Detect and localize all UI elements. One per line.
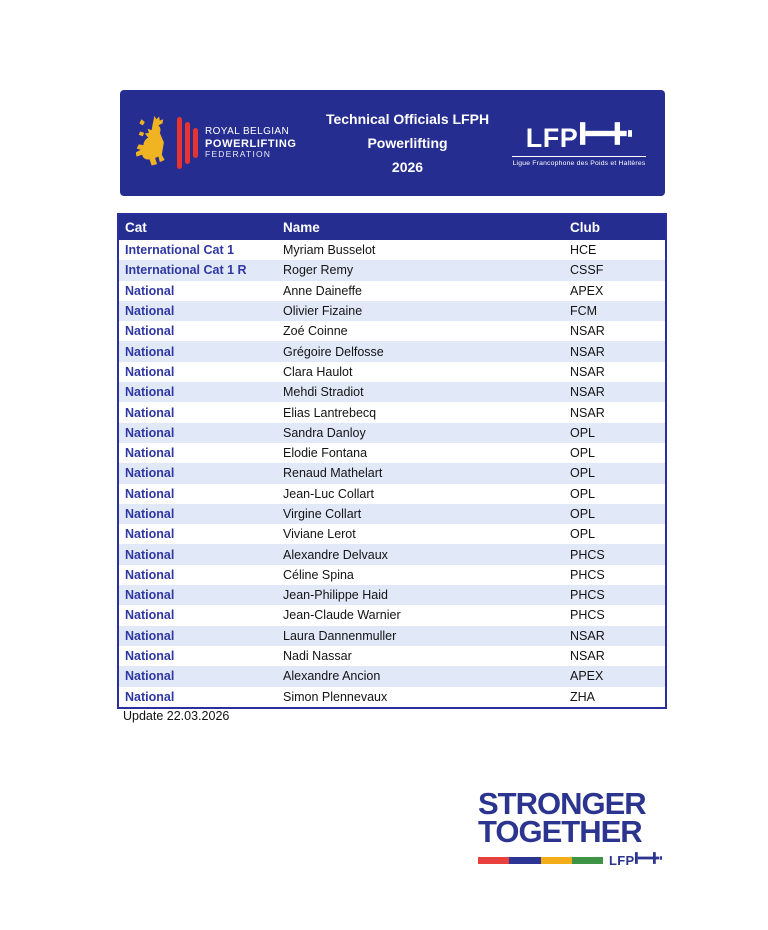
brand-bar-segment — [541, 857, 572, 864]
cell-club: PHCS — [570, 588, 605, 603]
lfph-small-mark — [609, 851, 662, 870]
cell-name: Elodie Fontana — [283, 446, 368, 461]
table-body — [119, 240, 665, 707]
column-header-club: Club — [570, 220, 600, 235]
cell-cat: National — [125, 628, 175, 643]
cell-club: CSSF — [570, 263, 604, 278]
table-row — [119, 443, 665, 463]
cell-name: Virgine Collart — [283, 507, 362, 521]
title-line2: Powerlifting — [367, 135, 448, 151]
cell-name: Elias Lantrebecq — [283, 405, 377, 420]
brand-bar-segment — [478, 857, 509, 864]
table-row — [119, 341, 665, 361]
cell-club: NSAR — [570, 364, 605, 379]
cell-name: Laura Dannenmuller — [283, 628, 397, 643]
cell-club: OPL — [570, 486, 596, 501]
cell-club: ZHA — [570, 689, 595, 704]
table-row — [119, 646, 665, 666]
cell-cat: National — [125, 649, 175, 664]
officials-table — [117, 213, 667, 709]
cell-name: Alexandre Delvaux — [283, 547, 388, 562]
cell-cat: National — [125, 283, 175, 298]
cell-club: PHCS — [570, 608, 605, 623]
federation-line1: ROYAL BELGIAN — [205, 126, 290, 138]
cell-name: Olivier Fizaine — [283, 304, 363, 319]
table-row — [119, 362, 665, 382]
cell-cat: National — [125, 547, 175, 562]
federation-wordmark — [205, 126, 297, 160]
cell-cat: National — [125, 324, 175, 339]
cell-name: Simon Plennevaux — [283, 689, 388, 704]
cell-cat: National — [125, 446, 175, 461]
table-row — [119, 301, 665, 321]
cell-cat: National — [125, 567, 175, 582]
table-row — [119, 626, 665, 646]
cell-cat: National — [125, 405, 175, 420]
cell-cat: National — [125, 669, 175, 684]
table-row — [119, 544, 665, 564]
cell-club: OPL — [570, 466, 596, 481]
table-row — [119, 585, 665, 605]
table-row — [119, 666, 665, 686]
lfph-acronym: LFP — [525, 122, 579, 153]
cell-name: Mehdi Stradiot — [283, 385, 364, 400]
table-row — [119, 484, 665, 504]
cell-name: Alexandre Ancion — [283, 669, 381, 684]
cell-club: NSAR — [570, 385, 605, 400]
table-header-row — [119, 215, 665, 240]
federation-line3: FEDERATION — [205, 149, 272, 160]
table-row — [119, 463, 665, 483]
lion-icon — [136, 113, 170, 174]
brand-bar-segment — [509, 857, 540, 864]
cell-club: NSAR — [570, 628, 605, 643]
cell-club: APEX — [570, 669, 604, 684]
cell-cat: National — [125, 385, 175, 400]
stronger-together-logo — [478, 786, 663, 870]
table-row — [119, 281, 665, 301]
cell-cat: National — [125, 527, 175, 542]
cell-name: Clara Haulot — [283, 364, 353, 379]
cell-name: Renaud Mathelart — [283, 466, 383, 481]
table-row — [119, 423, 665, 443]
table-row — [119, 687, 665, 707]
cell-name: Anne Daineffe — [283, 283, 362, 298]
cell-club: OPL — [570, 446, 596, 461]
cell-cat: National — [125, 689, 175, 704]
cell-name: Nadi Nassar — [283, 649, 352, 664]
lfph-subtitle: Ligue Francophone des Poids et Haltères — [512, 159, 646, 167]
cell-club: PHCS — [570, 547, 605, 562]
column-header-cat: Cat — [125, 220, 147, 235]
cell-club: OPL — [570, 507, 596, 521]
cell-cat: National — [125, 364, 175, 379]
cell-cat: National — [125, 344, 175, 359]
table-row — [119, 565, 665, 585]
title-line1: Technical Officials LFPH — [325, 111, 490, 127]
barbell-small-icon — [635, 851, 662, 870]
federation-line2: POWERLIFTING — [205, 137, 297, 150]
cell-name: Jean-Philippe Haid — [283, 588, 388, 603]
cell-club: OPL — [570, 425, 596, 440]
lfph-small-acronym: LFP — [609, 853, 635, 868]
update-note: Update 22.03.2026 — [123, 709, 230, 723]
column-header-name: Name — [283, 220, 320, 235]
cell-cat: National — [125, 588, 175, 603]
cell-name: Viviane Lerot — [283, 527, 356, 542]
cell-name: Jean-Luc Collart — [283, 486, 375, 501]
table-row — [119, 260, 665, 280]
cell-club: FCM — [570, 304, 598, 319]
cell-name: Grégoire Delfosse — [283, 344, 384, 359]
table-row — [119, 240, 665, 260]
cell-cat: National — [125, 608, 175, 623]
document-title — [306, 107, 509, 179]
brand-bar-segment — [572, 857, 603, 864]
barbell-icon — [580, 120, 632, 152]
cell-club: APEX — [570, 283, 604, 298]
cell-name: Jean-Claude Warnier — [283, 608, 401, 623]
table-row — [119, 524, 665, 544]
header-banner — [120, 90, 665, 196]
cell-cat: National — [125, 304, 175, 319]
cell-club: PHCS — [570, 567, 605, 582]
cell-club: NSAR — [570, 405, 605, 420]
brand-line1: STRONGER — [478, 786, 646, 821]
red-bars-icon — [177, 115, 198, 171]
table-row — [119, 321, 665, 341]
cell-cat: International Cat 1 — [125, 243, 235, 258]
cell-club: NSAR — [570, 344, 605, 359]
table-row — [119, 402, 665, 422]
cell-cat: National — [125, 466, 175, 481]
title-line3: 2026 — [391, 159, 424, 175]
cell-name: Zoé Coinne — [283, 324, 348, 339]
lfph-divider — [512, 156, 646, 157]
cell-club: HCE — [570, 243, 597, 258]
cell-cat: National — [125, 486, 175, 501]
lfph-logo — [509, 120, 649, 167]
table-row — [119, 382, 665, 402]
brand-color-bar — [478, 857, 603, 864]
cell-cat: National — [125, 507, 175, 521]
cell-name: Sandra Danloy — [283, 425, 366, 440]
cell-name: Roger Remy — [283, 263, 354, 278]
table-row — [119, 605, 665, 625]
brand-line2: TOGETHER — [478, 814, 642, 849]
cell-club: OPL — [570, 527, 596, 542]
cell-cat: International Cat 1 R — [125, 263, 247, 278]
cell-club: NSAR — [570, 324, 605, 339]
cell-club: NSAR — [570, 649, 605, 664]
cell-cat: National — [125, 425, 175, 440]
table-row — [119, 504, 665, 524]
cell-name: Myriam Busselot — [283, 243, 376, 258]
cell-name: Céline Spina — [283, 567, 354, 582]
royal-belgian-powerlifting-logo — [136, 113, 306, 174]
